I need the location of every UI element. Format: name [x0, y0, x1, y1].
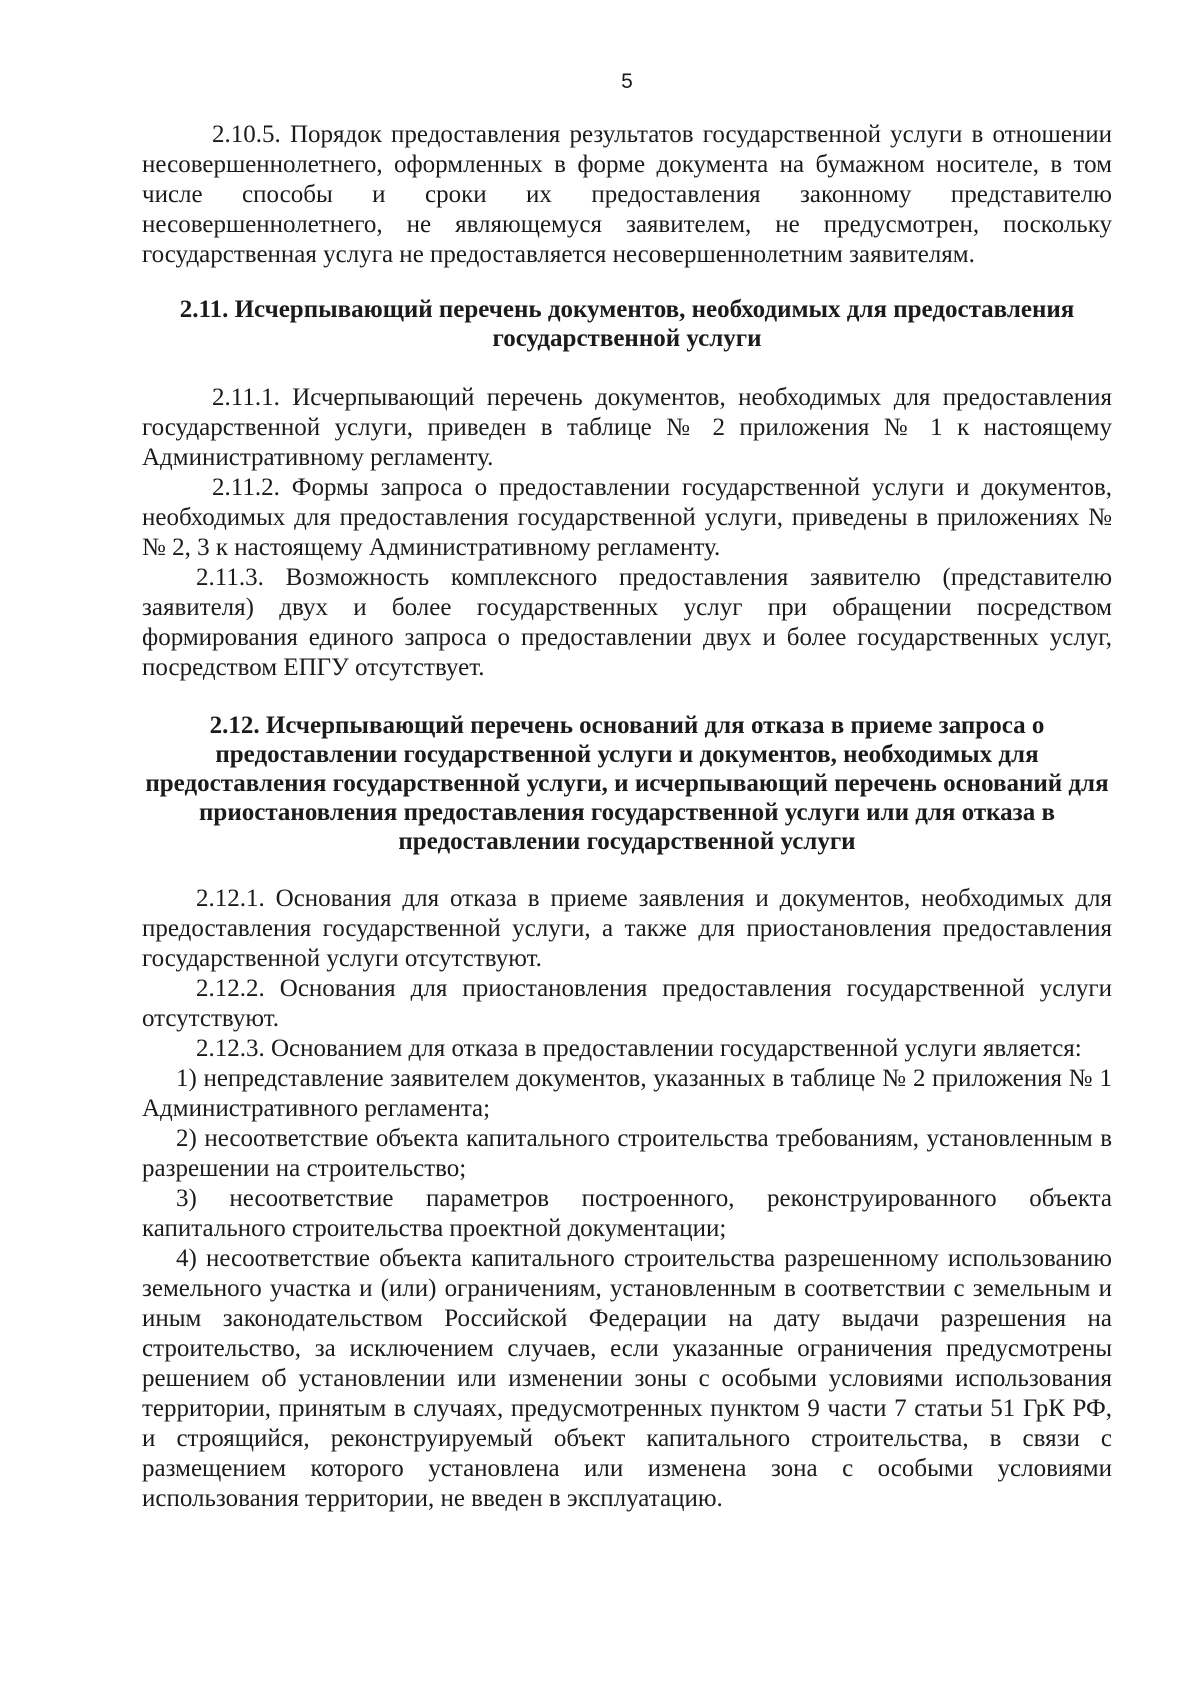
list-item-1: 1) непредставление заявителем документов, указанных в таблице № 2 приложения № 1 Административного регламента; — [142, 1065, 1112, 1122]
page-number: 5 — [621, 70, 633, 93]
paragraph-2-12-3: 2.12.3. Основанием для отказа в предоставлении государственной услуги является: — [196, 1035, 1082, 1062]
paragraph-2-11-2: 2.11.2. Формы запроса о предоставлении государственной услуги и документов, необходимых для предоставления государственной услуги, приведены в приложениях №№ 2, 3 к настоящему Административному регламенту. — [142, 474, 1112, 561]
section-heading-2-11: 2.11. Исчерпывающий перечень документов, необходимых для предоставления государственной услуги — [179, 296, 1075, 352]
paragraph-2-12-2: 2.12.2. Основания для приостановления предоставления государственной услуги отсутствуют. — [142, 975, 1112, 1032]
list-item-2: 2) несоответствие объекта капитального строительства требованиям, установленным в разрешении на строительство; — [142, 1125, 1112, 1182]
paragraph-2-11-3: 2.11.3. Возможность комплексного предоставления заявителю (представителю заявителя) двух и более государственных услуг при обращении посредством формирования единого запроса о предоставлении двух и более государственных услуг, посредством ЕПГУ отсутствует. — [142, 564, 1112, 681]
section-heading-2-12: 2.12. Исчерпывающий перечень оснований для отказа в приеме запроса о предоставлении государственной услуги и документов, необходимых для предоставления государственной услуги, и исчерпывающий перечень оснований для приостановления предоставления государственной услуги или для отказа в предоставлении государственной услуги — [145, 712, 1109, 855]
list-item-3: 3) несоответствие параметров построенного, реконструированного объекта капитального строительства проектной документации; — [142, 1185, 1112, 1242]
paragraph-2-11-1: 2.11.1. Исчерпывающий перечень документов, необходимых для предоставления государственной услуги, приведен в таблице № 2 приложения № 1 к настоящему Административному регламенту. — [142, 384, 1112, 471]
paragraph-2-10-5: 2.10.5. Порядок предоставления результатов государственной услуги в отношении несовершеннолетнего, оформленных в форме документа на бумажном носителе, в том числе способы и сроки их предоставления законному представителю несовершеннолетнего, не являющемуся заявителем, не предусмотрен, поскольку государственная услуга не предоставляется несовершеннолетним заявителям. — [142, 121, 1112, 268]
paragraph-2-12-1: 2.12.1. Основания для отказа в приеме заявления и документов, необходимых для предоставления государственной услуги, а также для приостановления предоставления государственной услуги отсутствуют. — [142, 885, 1112, 972]
list-item-4: 4) несоответствие объекта капитального строительства разрешенному использованию земельного участка и (или) ограничениям, установленным в соответствии с земельным и иным законодательством Российской Федерации на дату выдачи разрешения на строительство, за исключением случаев, если указанные ограничения предусмотрены решением об установлении или изменении зоны с особыми условиями использования территории, принятым в случаях, предусмотренных пунктом 9 части 7 статьи 51 ГрК РФ, и строящийся, реконструируемый объект капитального строительства, в связи с размещением которого установлена или изменена зона с особыми условиями использования территории, не введен в эксплуатацию. — [142, 1245, 1112, 1512]
